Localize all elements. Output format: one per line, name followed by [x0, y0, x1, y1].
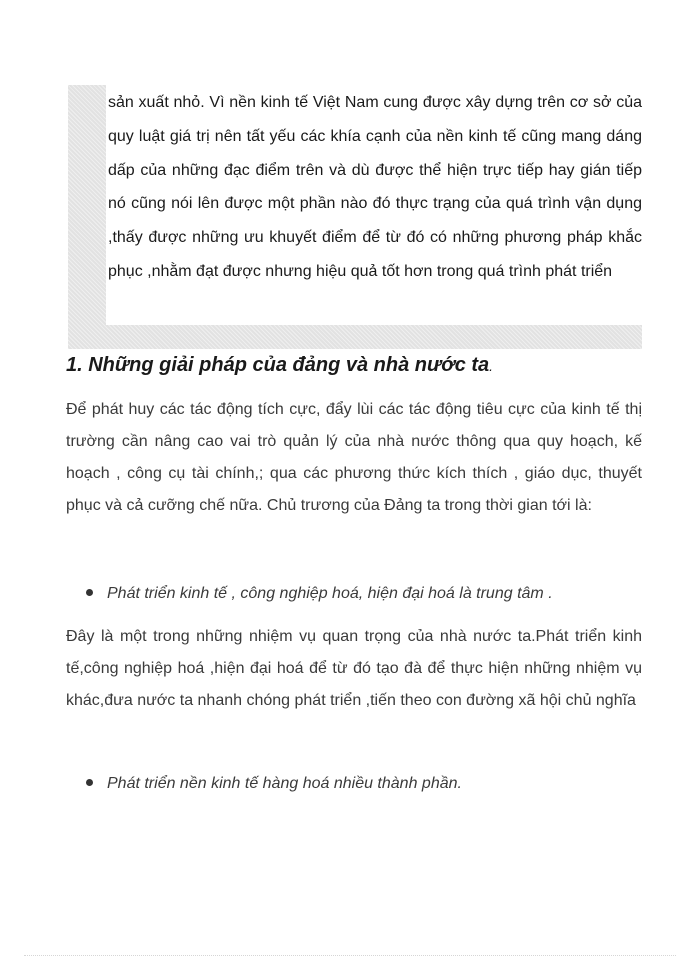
section-heading-text: 1. Những giải pháp của đảng và nhà nước ta — [66, 354, 490, 376]
bullet-item-1 — [86, 582, 646, 606]
section-heading — [66, 350, 646, 381]
bullet-item-1-text: Phát triển kinh tế , công nghiệp hoá, hiện đại hoá là trung tâm . — [107, 585, 553, 602]
bullet-item-2-text: Phát triển nền kinh tế hàng hoá nhiều thành phần. — [107, 775, 462, 792]
bullet-dot-icon — [86, 589, 93, 596]
bullet-dot-icon — [86, 779, 93, 786]
bullet-item-2 — [86, 772, 646, 796]
quote-text: sản xuất nhỏ. Vì nền kinh tế Việt Nam cung được xây dựng trên cơ sở của quy luật giá trị nên tất yếu các khía cạnh của nền kinh tế cũng mang dáng dấp của những đạc điểm trên và dù được thể hiện trực tiếp hay gián tiếp nó cũng nói lên được một phần nào đó thực trạng của quá trình vận dụng ,thấy được những ưu khuyết điểm để từ đó có những phương pháp khắc phục ,nhằm đạt được nhưng hiệu quả tốt hơn trong quá trình phát triển — [108, 94, 642, 280]
paragraph-explanation: Đây là một trong những nhiệm vụ quan trọng của nhà nước ta.Phát triển kinh tế,công nghiệp hoá ,hiện đại hoá để từ đó tạo đà để thực hiện những nhiệm vụ khác,đưa nước ta nhanh chóng phát triển ,tiến theo con đường xã hội chủ nghĩa — [66, 628, 642, 709]
section-heading-trailing: . — [489, 358, 494, 374]
paragraph-intro: Để phát huy các tác động tích cực, đẩy lùi các tác động tiêu cực của kinh tế thị trường cần nâng cao vai trò quản lý của nhà nước thông qua quy hoạch, kế hoạch , công cụ tài chính,; qua các phương thức kích thích , giáo dục, thuyết phục và cả cưỡng chế nữa. Chủ trương của Đảng ta trong thời gian tới là: — [66, 401, 642, 514]
page-bottom-divider — [24, 955, 676, 956]
